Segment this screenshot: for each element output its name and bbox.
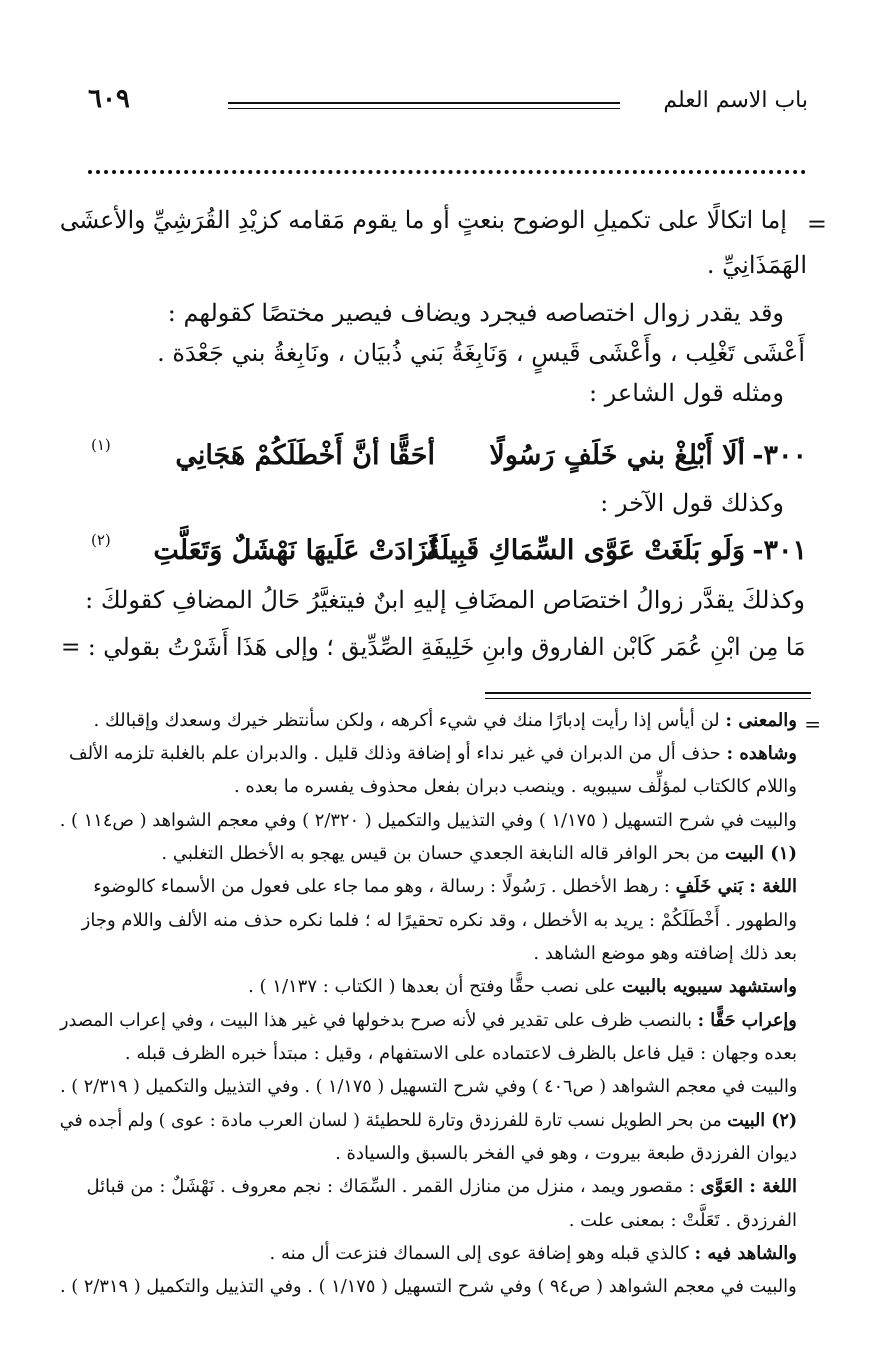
footnote-line: [60, 1074, 797, 1100]
continuation-mark: =: [804, 712, 821, 736]
footnote-line: [60, 1274, 797, 1300]
footnote-text: : رهط الأخطل . رَسُولًا : رسالة ، وهو مما جاء على فعول من الأسماء كالوضوء: [93, 876, 676, 897]
footnote-text: بالنصب ظرف على تقدير في لأنه صرح بدخولها في غير هذا البيت ، وفي إعراب المصدر: [60, 1010, 698, 1031]
footnote-text: بعد ذلك إضافته وهو موضع الشاهد .: [533, 943, 797, 964]
footnote-label: وشاهده :: [726, 743, 797, 764]
footnote-line: [248, 974, 797, 1000]
footnote-text: : مقصور ويمد ، منزل من منازل القمر . السِّمَاك : نجم معروف . نَهْشَلٌ : من قبائل: [86, 1176, 701, 1197]
footnote-text: ديوان الفرزدق طبعة بيروت ، وهو في الفخر بالسبق والسيادة .: [335, 1143, 797, 1164]
footnote-line: [82, 908, 797, 934]
footnote-line: [60, 808, 797, 834]
footnote-label: والمعنى :: [725, 710, 797, 731]
page-number: ٦٠٩: [88, 84, 130, 114]
footnote-line: [93, 874, 797, 900]
text-line: وكذلك قول الآخر :: [600, 489, 784, 517]
text-line: الهَمَذَانِيِّ .: [706, 251, 807, 279]
footnote-label: اللغة : العَوَّى: [700, 1176, 797, 1197]
footnote-text: لن أيأس إذا رأيت إدبارًا منك في شيء أكرهه ، ولكن سأنتظر خيرك وسعدك وإقبالك .: [93, 710, 726, 731]
footnote-line: [569, 1208, 797, 1234]
header-rule-thin: [228, 108, 620, 109]
footnote-text: حذف أل من الدبران في غير نداء أو إضافة وذلك قليل . والدبران علم بالغلبة تلزمه الألف: [68, 743, 727, 764]
verse-301: [91, 531, 807, 575]
dotted-divider: [88, 170, 806, 174]
text-line: وقد يقدر زوال اختصاصه فيجرد ويضاف فيصير مختصًا كقولهم :: [167, 299, 784, 327]
footnote-label: (٢) البيت: [727, 1110, 797, 1131]
running-header: [88, 84, 808, 124]
verse-hemistich-second: أحَقًّا أنَّ أَخْطَلَكُمْ هَجَانِي: [175, 440, 435, 471]
footnote-text: كالذي قبله وهو إضافة عوى إلى السماك فنزعت أل منه .: [269, 1243, 695, 1264]
footnote-text: والبيت في شرح التسهيل ( ١/١٧٥ ) وفي التذييل والتكميل ( ٢/٣٢٠ ) وفي معجم الشواهد ( ص١١٤ ) .: [59, 810, 797, 831]
footnote-line: [94, 708, 797, 734]
footnote-label: واستشهد سيبويه بالبيت: [622, 976, 797, 997]
footnote-line: [234, 774, 797, 800]
chapter-title: باب الاسم العلم: [663, 88, 808, 113]
footnote-ref: (٢): [91, 531, 111, 549]
footnote-label: وإعراب حَقًّا :: [697, 1010, 797, 1031]
verse-number: ٣٠٠-: [752, 440, 807, 471]
footnote-line: [60, 1108, 797, 1134]
footnote-text: والطهور . أَخْطَلَكُمْ : يريد به الأخطل ، وقد نكره تحقيرًا له ؛ فلما نكره حذف منه الألف واللام وجاز: [81, 910, 797, 931]
footnote-separator: [485, 692, 811, 694]
footnote-label: والشاهد فيه :: [694, 1243, 797, 1264]
verse-hemistich-second: لَزَادَتْ عَلَيهَا نَهْشَلٌ وَتَعَلَّتِ: [153, 535, 437, 566]
footnote-line: [533, 941, 797, 967]
continuation-mark: =: [806, 210, 827, 238]
footnote-line: [60, 1008, 797, 1034]
text-line: ومثله قول الشاعر :: [588, 379, 784, 407]
header-rule: [228, 102, 620, 104]
footnote-line: [270, 1241, 798, 1267]
footnote-text: والبيت في معجم الشواهد ( ص٤٠٦ ) وفي شرح التسهيل ( ١/١٧٥ ) . وفي التذييل والتكميل ( ٢/٣١٩ ) .: [59, 1076, 797, 1097]
footnote-ref: (١): [91, 436, 111, 454]
footnote-line: [69, 741, 797, 767]
text-line: إما اتكالًا على تكميلِ الوضوح بنعتٍ أو ما يقوم مَقامه كزيْدِ القُرَشِيِّ والأعشَى: [60, 206, 787, 234]
footnote-line: [125, 1041, 797, 1067]
text-line: وكذلكَ يقدَّر زوالُ اختصَاص المضَافِ إليهِ ابنٌ فيتغيَّرُ حَالُ المضافِ كقولكَ :: [85, 586, 805, 614]
footnote-text: من بحر الطويل نسب تارة للفرزدق وتارة للحطيئة ( لسان العرب مادة : عوى ) ولم أجده في: [59, 1110, 728, 1131]
footnote-line: [335, 1141, 797, 1167]
footnote-text: واللام كالكتاب لمؤلِّف سيبويه . وينصب دبران بفعل محذوف يفسره ما بعده .: [233, 776, 797, 797]
footnote-label: اللغة : بَني خَلَفٍ: [675, 876, 797, 897]
footnote-separator-thin: [485, 698, 811, 699]
verse-number: ٣٠١-: [752, 535, 807, 566]
footnote-text: على نصب حقًّا وفتح أن بعدها ( الكتاب : ١/١٣٧ ) .: [248, 976, 623, 997]
verse-hemistich-first: ألَا أَبْلِغْ بني خَلَفٍ رَسُولًا: [489, 440, 745, 471]
verse-hemistich-first: وَلَو بَلَغَتْ عَوَّى السِّمَاكِ قَبِيلَةٌ: [426, 535, 745, 566]
footnote-text: بعده وجهان : قيل فاعل بالظرف لاعتماده على الاستفهام ، وقيل : مبتدأ خبره الظرف قبله .: [124, 1043, 797, 1064]
footnote-label: (١) البيت: [724, 843, 797, 864]
footnote-line: [86, 1174, 797, 1200]
text-line: مَا مِن ابْنِ عُمَر كَابْن الفاروق وابنِ خَلِيفَةِ الصِّدِّيق ؛ وإلى هَذَا أَشَرْتُ بقولي : =: [60, 633, 805, 661]
footnote-text: الفرزدق . تَعَلَّتْ : بمعنى علت .: [568, 1210, 797, 1231]
footnote-line: [161, 841, 797, 867]
footnote-text: من بحر الوافر قاله النابغة الجعدي حسان بن قيس يهجو به الأخطل التغلبي .: [161, 843, 725, 864]
footnote-text: والبيت في معجم الشواهد ( ص٩٤ ) وفي شرح التسهيل ( ١/١٧٥ ) . وفي التذييل والتكميل ( ٢/٣١٩ ) .: [60, 1276, 797, 1297]
text-line: أَعْشَى تَغْلِب ، وأَعْشَى قَيسٍ ، وَنَابِغَةُ بَني ذُبيَان ، ونَابِغةُ بني جَعْدَة .: [157, 339, 805, 367]
verse-300: [91, 436, 807, 480]
